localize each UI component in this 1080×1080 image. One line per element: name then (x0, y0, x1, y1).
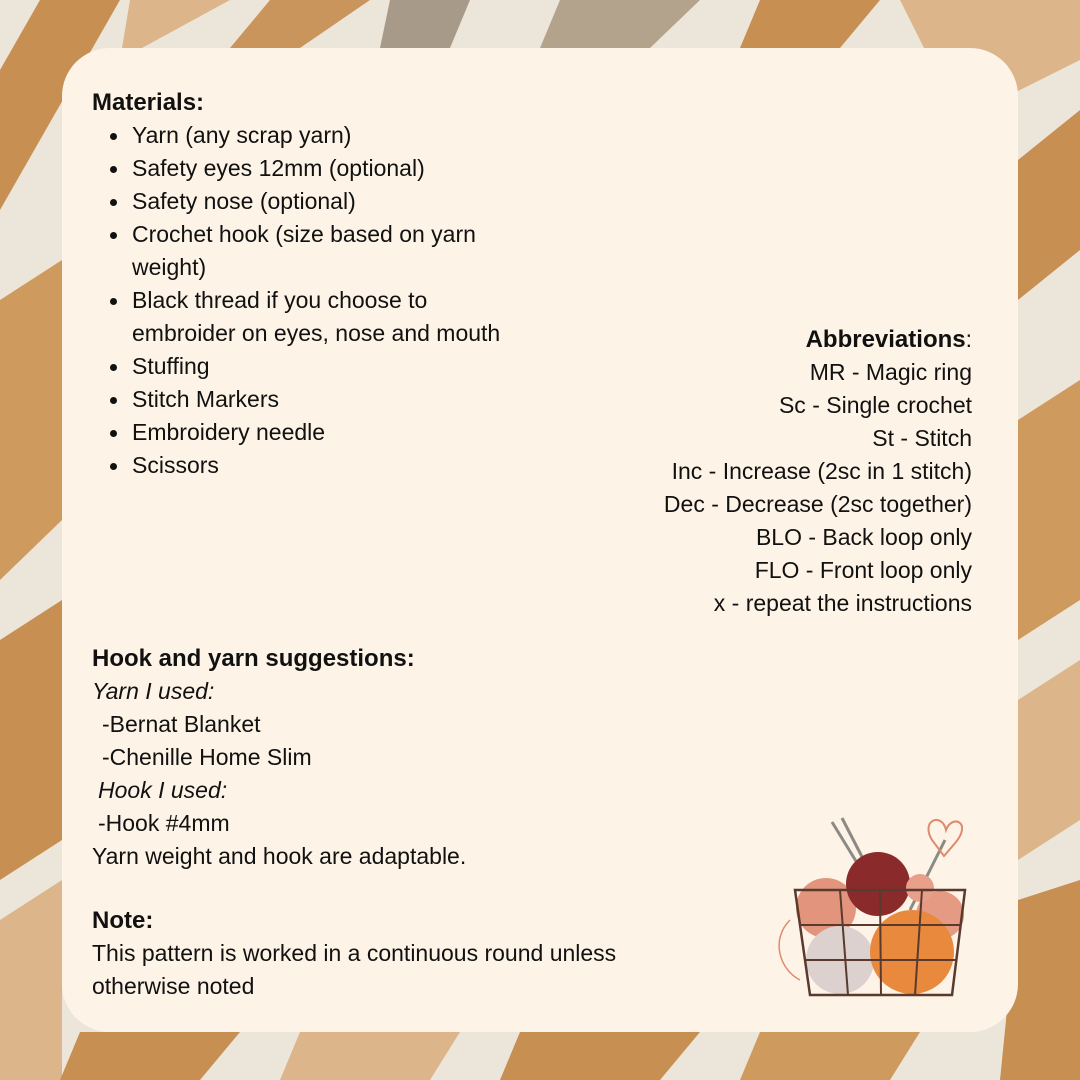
list-item: MR - Magic ring (809, 359, 972, 385)
abbreviations-heading-row (552, 323, 972, 356)
hook-item: -Hook #4mm (98, 810, 230, 836)
list-item: FLO - Front loop only (754, 557, 972, 583)
materials-heading: Materials: (92, 89, 205, 116)
materials-section (92, 86, 512, 482)
list-item: Dec - Decrease (2sc together) (663, 491, 972, 517)
hook-yarn-heading: Hook and yarn suggestions: (92, 645, 415, 672)
list-item: Safety nose (optional) (132, 185, 512, 218)
list-item: Inc - Increase (2sc in 1 stitch) (671, 458, 972, 484)
abbreviations-section (552, 323, 972, 620)
list-item: Sc - Single crochet (778, 392, 972, 418)
yarn-ball (870, 910, 954, 994)
yarn-ball (846, 852, 910, 916)
yarn-item: -Chenille Home Slim (102, 744, 312, 770)
list-item: Safety eyes 12mm (optional) (132, 152, 512, 185)
list-item: Scissors (132, 449, 512, 482)
list-item: St - Stitch (872, 425, 972, 451)
yarn-item: -Bernat Blanket (102, 711, 261, 737)
yarn-label: Yarn I used: (92, 678, 215, 704)
note-heading: Note: (92, 907, 154, 934)
hook-yarn-section (92, 642, 652, 873)
list-item: BLO - Back loop only (755, 524, 972, 550)
list-item: Stuffing (132, 350, 512, 383)
materials-list (92, 119, 512, 482)
hook-label: Hook I used: (98, 777, 228, 803)
yarn-ball (906, 874, 934, 902)
list-item: Crochet hook (size based on yarn weight) (132, 218, 512, 284)
list-item: Embroidery needle (132, 416, 512, 449)
note-text: This pattern is worked in a continuous round unless otherwise noted (92, 940, 617, 999)
list-item: x - repeat the instructions (713, 590, 972, 616)
note-section (92, 904, 712, 1003)
heart-icon (928, 820, 962, 856)
adaptable-text: Yarn weight and hook are adaptable. (92, 843, 467, 869)
yarn-basket-illustration (770, 800, 980, 1010)
list-item: Yarn (any scrap yarn) (132, 119, 512, 152)
list-item: Black thread if you choose to embroider on eyes, nose and mouth (132, 284, 512, 350)
yarn-strand (779, 920, 800, 980)
abbreviations-colon: : (965, 326, 972, 352)
abbreviations-heading: Abbreviations (805, 326, 966, 353)
list-item: Stitch Markers (132, 383, 512, 416)
